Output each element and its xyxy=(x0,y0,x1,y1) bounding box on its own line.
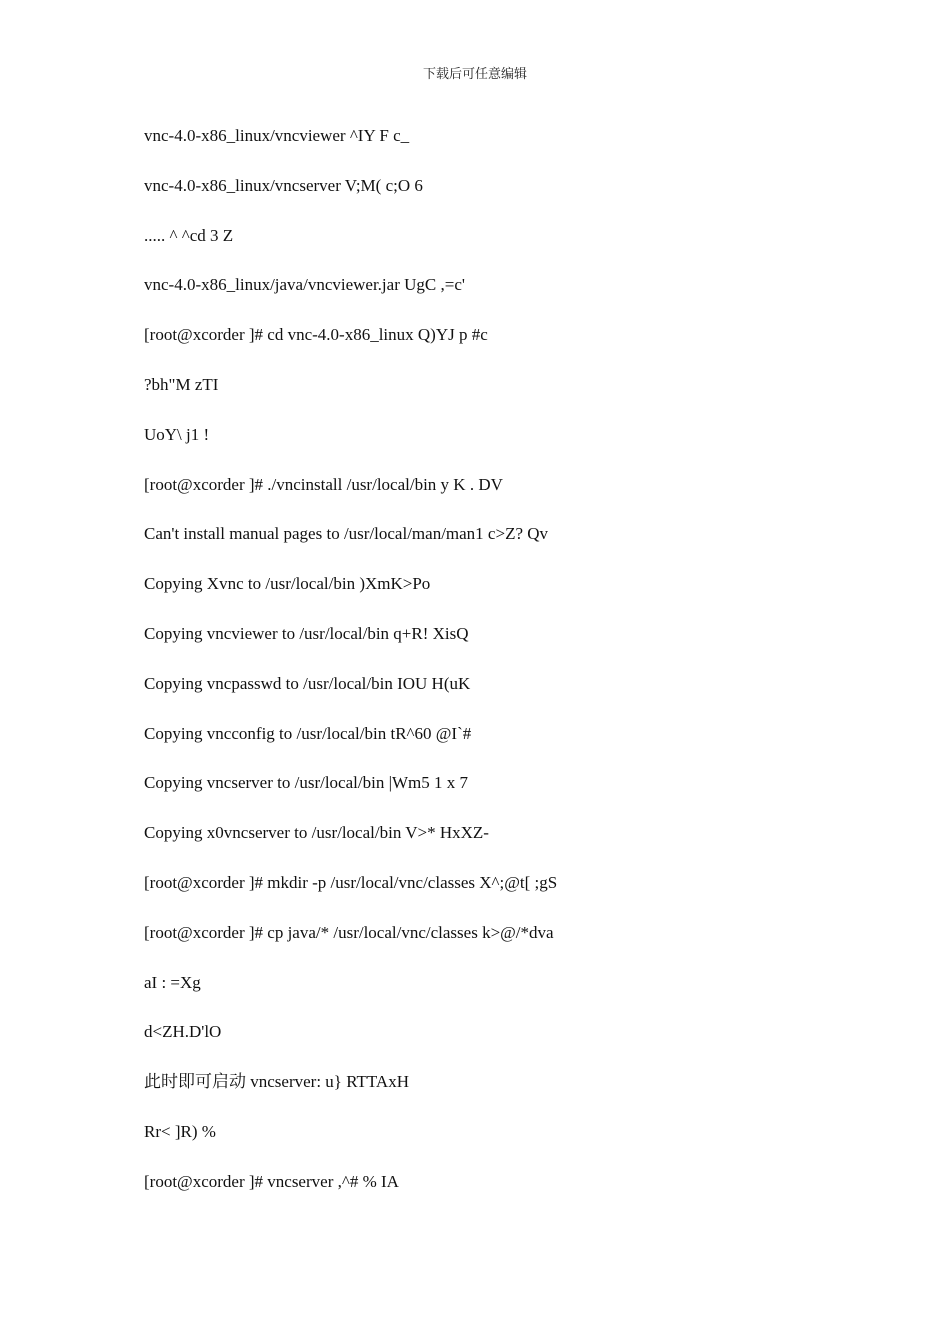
text-line: Copying x0vncserver to /usr/local/bin V>* HxXZ- xyxy=(144,823,489,843)
text-line: aI : =Xg xyxy=(144,972,201,992)
text-line: vnc-4.0-x86_linux/java/vncviewer.jar UgC ,=c' xyxy=(144,275,465,295)
text-line: Copying vncpasswd to /usr/local/bin IOU H(uK xyxy=(144,673,471,693)
text-line: [root@xcorder ]# mkdir -p /usr/local/vnc/classes X^;@t[ ;gS xyxy=(144,872,558,892)
text-line: [root@xcorder ]# cp java/* /usr/local/vnc/classes k>@/*dva xyxy=(144,922,554,942)
text-line: 此时即可启动 vncserver: u} RTTAxH xyxy=(144,1072,409,1092)
text-line: ?bh"M zTI xyxy=(144,374,219,394)
text-line: d<ZH.D'lO xyxy=(144,1022,222,1042)
text-line: vnc-4.0-x86_linux/vncserver V;M( c;O 6 xyxy=(144,175,423,195)
text-line: Copying Xvnc to /usr/local/bin )XmK>Po xyxy=(144,574,431,594)
text-line: UoY\ j1 ! xyxy=(144,424,210,444)
page-header: 下载后可任意编辑 xyxy=(422,66,527,81)
text-line: [root@xcorder ]# cd vnc-4.0-x86_linux Q)YJ p #c xyxy=(144,325,488,345)
text-line: Rr< ]R) % xyxy=(144,1121,216,1141)
text-line: Copying vncconfig to /usr/local/bin tR^60 @I`# xyxy=(144,723,472,743)
text-line: vnc-4.0-x86_linux/vncviewer ^IY F c_ xyxy=(144,126,410,145)
text-line: Copying vncviewer to /usr/local/bin q+R! XisQ xyxy=(144,623,469,643)
text-line: ..... ^ ^cd 3 Z xyxy=(144,225,234,245)
text-line: Can't install manual pages to /usr/local/man/man1 c>Z? Qv xyxy=(144,524,549,544)
text-line: [root@xcorder ]# ./vncinstall /usr/local/bin y K . DV xyxy=(144,474,503,494)
text-line: Copying vncserver to /usr/local/bin |Wm5 1 x 7 xyxy=(144,773,468,793)
text-line: [root@xcorder ]# vncserver ,^# % IA xyxy=(144,1171,399,1191)
document-body xyxy=(144,126,844,1222)
